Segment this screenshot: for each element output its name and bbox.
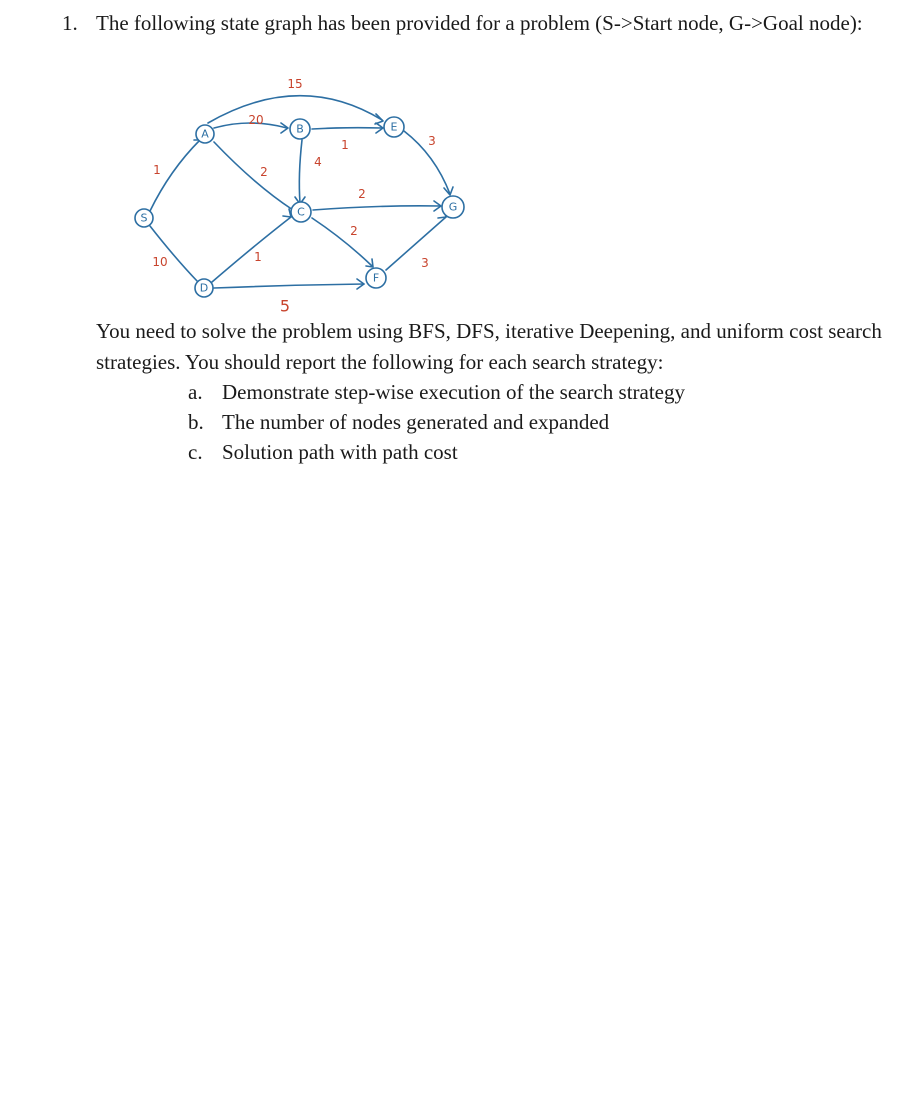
weight-b-e: 1 (341, 138, 349, 152)
node-c-label: C (297, 205, 305, 219)
list-marker: a. (188, 380, 203, 404)
node-e-label: E (390, 120, 398, 134)
node-g (442, 196, 464, 218)
list-item (188, 407, 685, 437)
list-marker: c. (188, 440, 203, 464)
weight-b-c: 4 (314, 155, 322, 169)
node-a (196, 125, 214, 143)
node-s-label: S (140, 211, 148, 225)
node-e (384, 117, 404, 137)
edge-s-d (150, 226, 198, 282)
state-graph (0, 0, 897, 330)
weight-s-a: 1 (153, 163, 161, 177)
weight-a-c: 2 (260, 165, 268, 179)
question-body: You need to solve the problem using BFS, DFS, iterative Deepening, and uniform cost search strategies. You should report the following for each search strategy: (96, 319, 882, 374)
edge-d-f (214, 284, 364, 288)
weight-f-g: 3 (421, 256, 429, 270)
edge-a-e (208, 96, 382, 123)
edge-a-c (214, 142, 293, 210)
weight-e-g: 3 (428, 134, 436, 148)
requirements-list (188, 377, 685, 467)
weight-d-f: 5 (279, 296, 291, 316)
arrow-into-c-from-d (283, 209, 291, 217)
node-a-label: A (201, 127, 209, 141)
question-intro: The following state graph has been provided for a problem (S->Start node, G->Goal node): (96, 11, 863, 35)
edge-b-c (299, 140, 302, 203)
weight-c-f: 2 (350, 224, 358, 238)
edge-c-g (313, 206, 440, 210)
list-text: The number of nodes generated and expanded (222, 410, 610, 434)
question-number: 1. (62, 11, 78, 35)
list-text: Demonstrate step-wise execution of the search strategy (222, 380, 685, 404)
node-g-label: G (448, 200, 458, 214)
weight-c-g: 2 (358, 187, 366, 201)
edge-d-c (212, 217, 291, 282)
node-f (366, 268, 386, 288)
list-text: Solution path with path cost (222, 440, 458, 464)
edge-c-f (312, 218, 372, 266)
list-marker: b. (188, 410, 204, 434)
weight-d-c: 1 (254, 250, 262, 264)
list-item (188, 437, 685, 467)
node-s (135, 209, 153, 227)
node-d-label: D (199, 281, 209, 295)
weight-a-e: 15 (287, 77, 303, 91)
node-c (291, 202, 311, 222)
edge-b-e (312, 128, 382, 129)
weight-s-d: 10 (152, 255, 168, 269)
node-b (290, 119, 310, 139)
list-item (188, 377, 685, 407)
weight-a-b: 20 (248, 113, 264, 127)
node-b-label: B (296, 122, 304, 136)
node-f-label: F (372, 271, 380, 285)
edge-e-g (404, 131, 450, 194)
edge-f-g (386, 217, 446, 270)
node-d (195, 279, 213, 297)
